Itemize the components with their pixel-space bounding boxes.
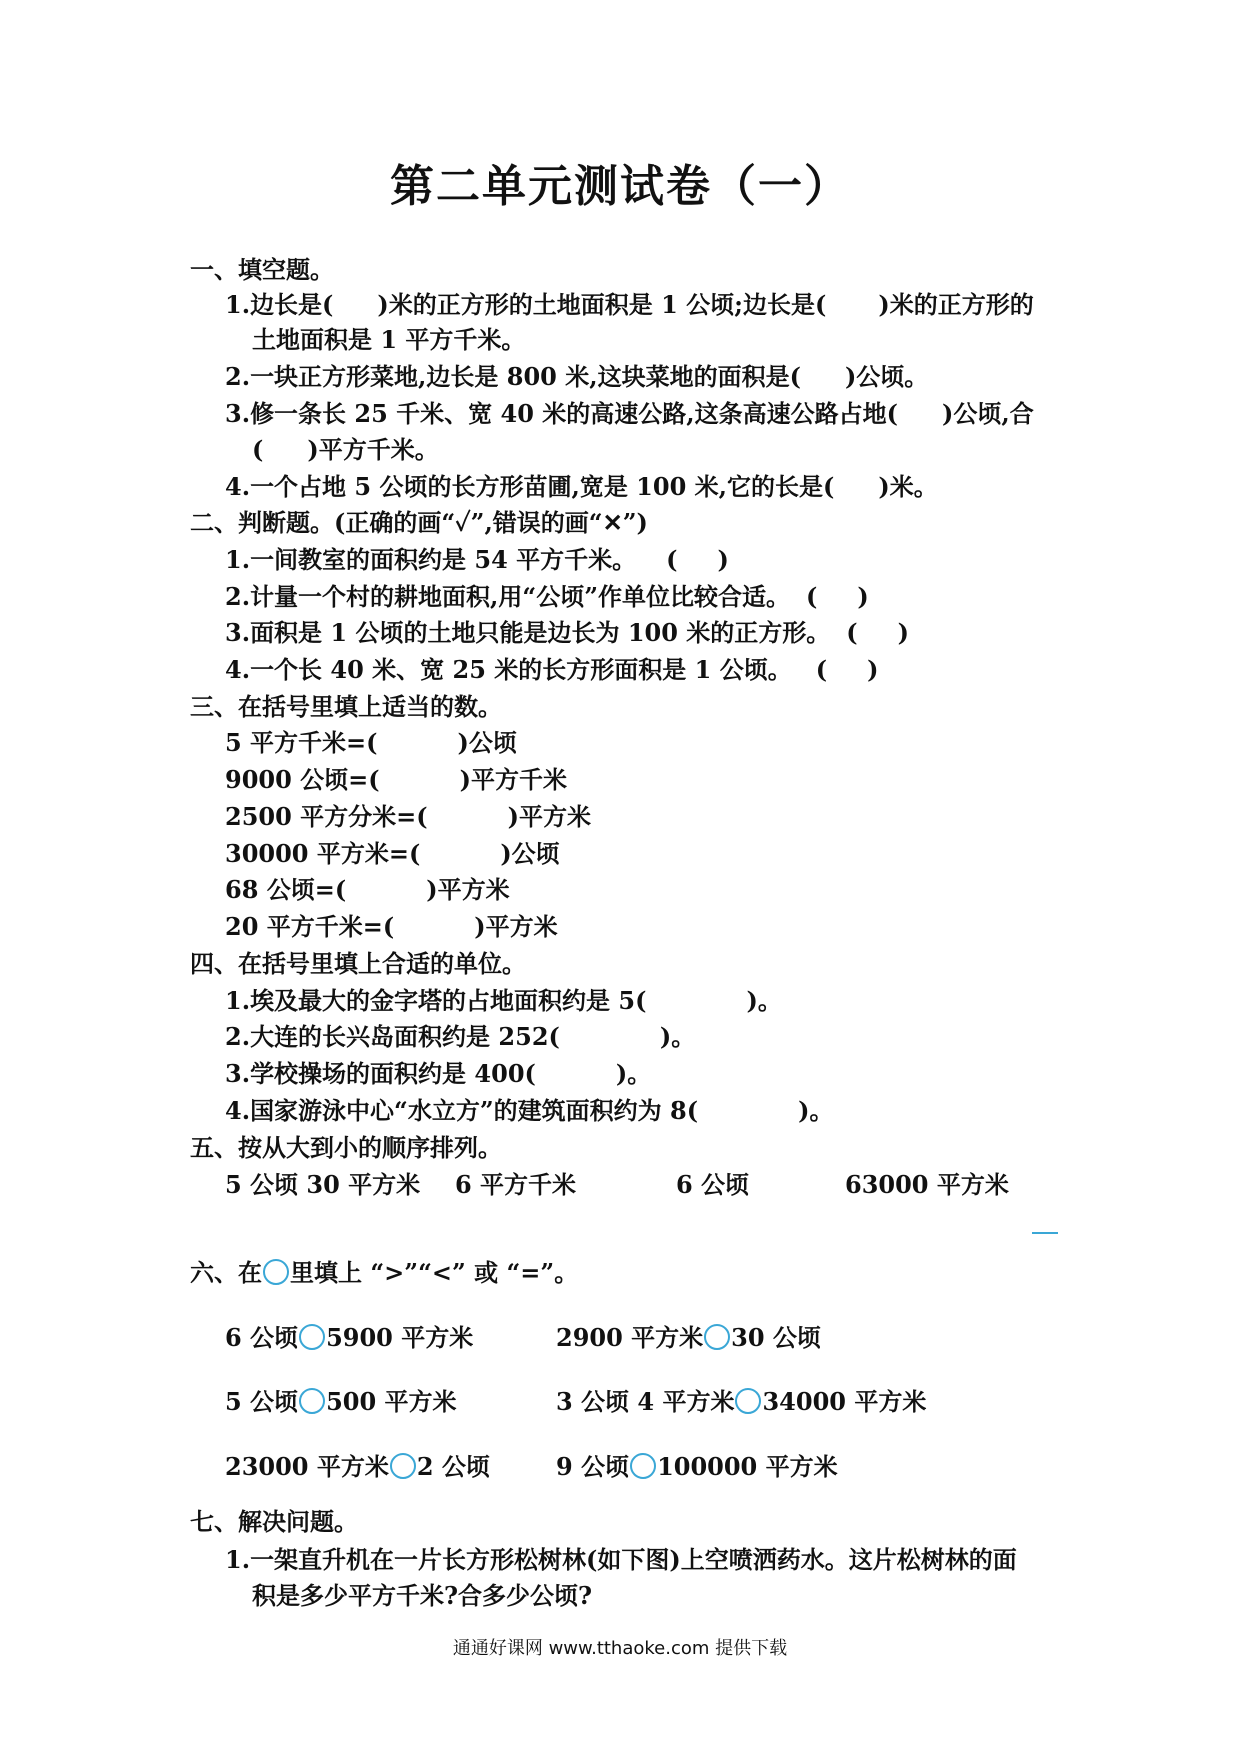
section-3-heading: 三、在括号里填上适当的数。 (190, 692, 502, 721)
s6-compare-2: 2900 平方米 30 公顷 (556, 1323, 821, 1352)
s1-q2: 2.一块正方形菜地,边长是 800 米,这块菜地的面积是( )公顷。 (225, 362, 929, 391)
s1-q3-cont: ( )平方千米。 (252, 435, 439, 464)
s6-compare-5: 23000 平方米 2 公顷 (225, 1452, 490, 1481)
s5-item-4: 63000 平方米 (845, 1170, 1009, 1199)
s5-item-3: 6 公顷 (676, 1170, 750, 1199)
section-2-heading: 二、判断题。(正确的画“✓”,错误的画“✕”) (190, 508, 648, 537)
blue-tick-mark (1032, 1232, 1058, 1234)
s3-row-2: 9000 公顷=( )平方千米 (225, 765, 567, 794)
s6-compare-3: 5 公顷 500 平方米 (225, 1387, 457, 1416)
compare-circle-5[interactable] (390, 1453, 416, 1479)
s7-q1: 1.一架直升机在一片长方形松树林(如下图)上空喷洒药水。这片松树林的面 (225, 1545, 1017, 1574)
compare-circle-1[interactable] (299, 1324, 325, 1350)
compare-circle-icon (263, 1259, 289, 1285)
s1-q3: 3.修一条长 25 千米、宽 40 米的高速公路,这条高速公路占地( )公顷,合 (225, 399, 1034, 428)
section-6-heading: 六、在 里填上 “>”“<” 或 “=”。 (190, 1258, 579, 1287)
s2-q2: 2.计量一个村的耕地面积,用“公顷”作单位比较合适。 ( ) (225, 582, 869, 611)
s5-item-1: 5 公顷 30 平方米 (225, 1170, 421, 1199)
s3-row-6: 20 平方千米=( )平方米 (225, 912, 558, 941)
s4-q1: 1.埃及最大的金字塔的占地面积约是 5( )。 (225, 986, 782, 1015)
s4-q2: 2.大连的长兴岛面积约是 252( )。 (225, 1022, 696, 1051)
s1-q1-cont: 土地面积是 1 平方千米。 (252, 325, 526, 354)
compare-circle-6[interactable] (630, 1453, 656, 1479)
s3-row-4: 30000 平方米=( )公顷 (225, 839, 560, 868)
s6-compare-4: 3 公顷 4 平方米 34000 平方米 (556, 1387, 927, 1416)
section-4-heading: 四、在括号里填上合适的单位。 (190, 949, 526, 978)
compare-circle-3[interactable] (299, 1388, 325, 1414)
footer-source: 通通好课网 www.tthaoke.com 提供下载 (452, 1638, 788, 1659)
s4-q3: 3.学校操场的面积约是 400( )。 (225, 1059, 652, 1088)
s3-row-3: 2500 平方分米=( )平方米 (225, 802, 591, 831)
s2-q4: 4.一个长 40 米、宽 25 米的长方形面积是 1 公顷。 ( ) (225, 655, 879, 684)
section-7-heading: 七、解决问题。 (190, 1507, 358, 1536)
s3-row-1: 5 平方千米=( )公顷 (225, 728, 517, 757)
s2-q3: 3.面积是 1 公顷的土地只能是边长为 100 米的正方形。 ( ) (225, 618, 909, 647)
s6-compare-1: 6 公顷 5900 平方米 (225, 1323, 474, 1352)
section-1-heading: 一、填空题。 (190, 255, 334, 284)
s3-row-5: 68 公顷=( )平方米 (225, 875, 510, 904)
compare-circle-4[interactable] (735, 1388, 761, 1414)
s6-compare-6: 9 公顷 100000 平方米 (556, 1452, 838, 1481)
s4-q4: 4.国家游泳中心“水立方”的建筑面积约为 8( )。 (225, 1096, 834, 1125)
page-title: 第二单元测试卷（一） (390, 161, 850, 212)
compare-circle-2[interactable] (704, 1324, 730, 1350)
s7-q1-cont: 积是多少平方千米?合多少公顷? (252, 1581, 593, 1610)
s1-q4: 4.一个占地 5 公顷的长方形苗圃,宽是 100 米,它的长是( )米。 (225, 472, 938, 501)
s1-q1: 1.边长是( )米的正方形的土地面积是 1 公顷;边长是( )米的正方形的 (225, 290, 1034, 319)
s5-item-2: 6 平方千米 (455, 1170, 577, 1199)
section-5-heading: 五、按从大到小的顺序排列。 (190, 1133, 502, 1162)
s2-q1: 1.一间教室的面积约是 54 平方千米。 ( ) (225, 545, 729, 574)
